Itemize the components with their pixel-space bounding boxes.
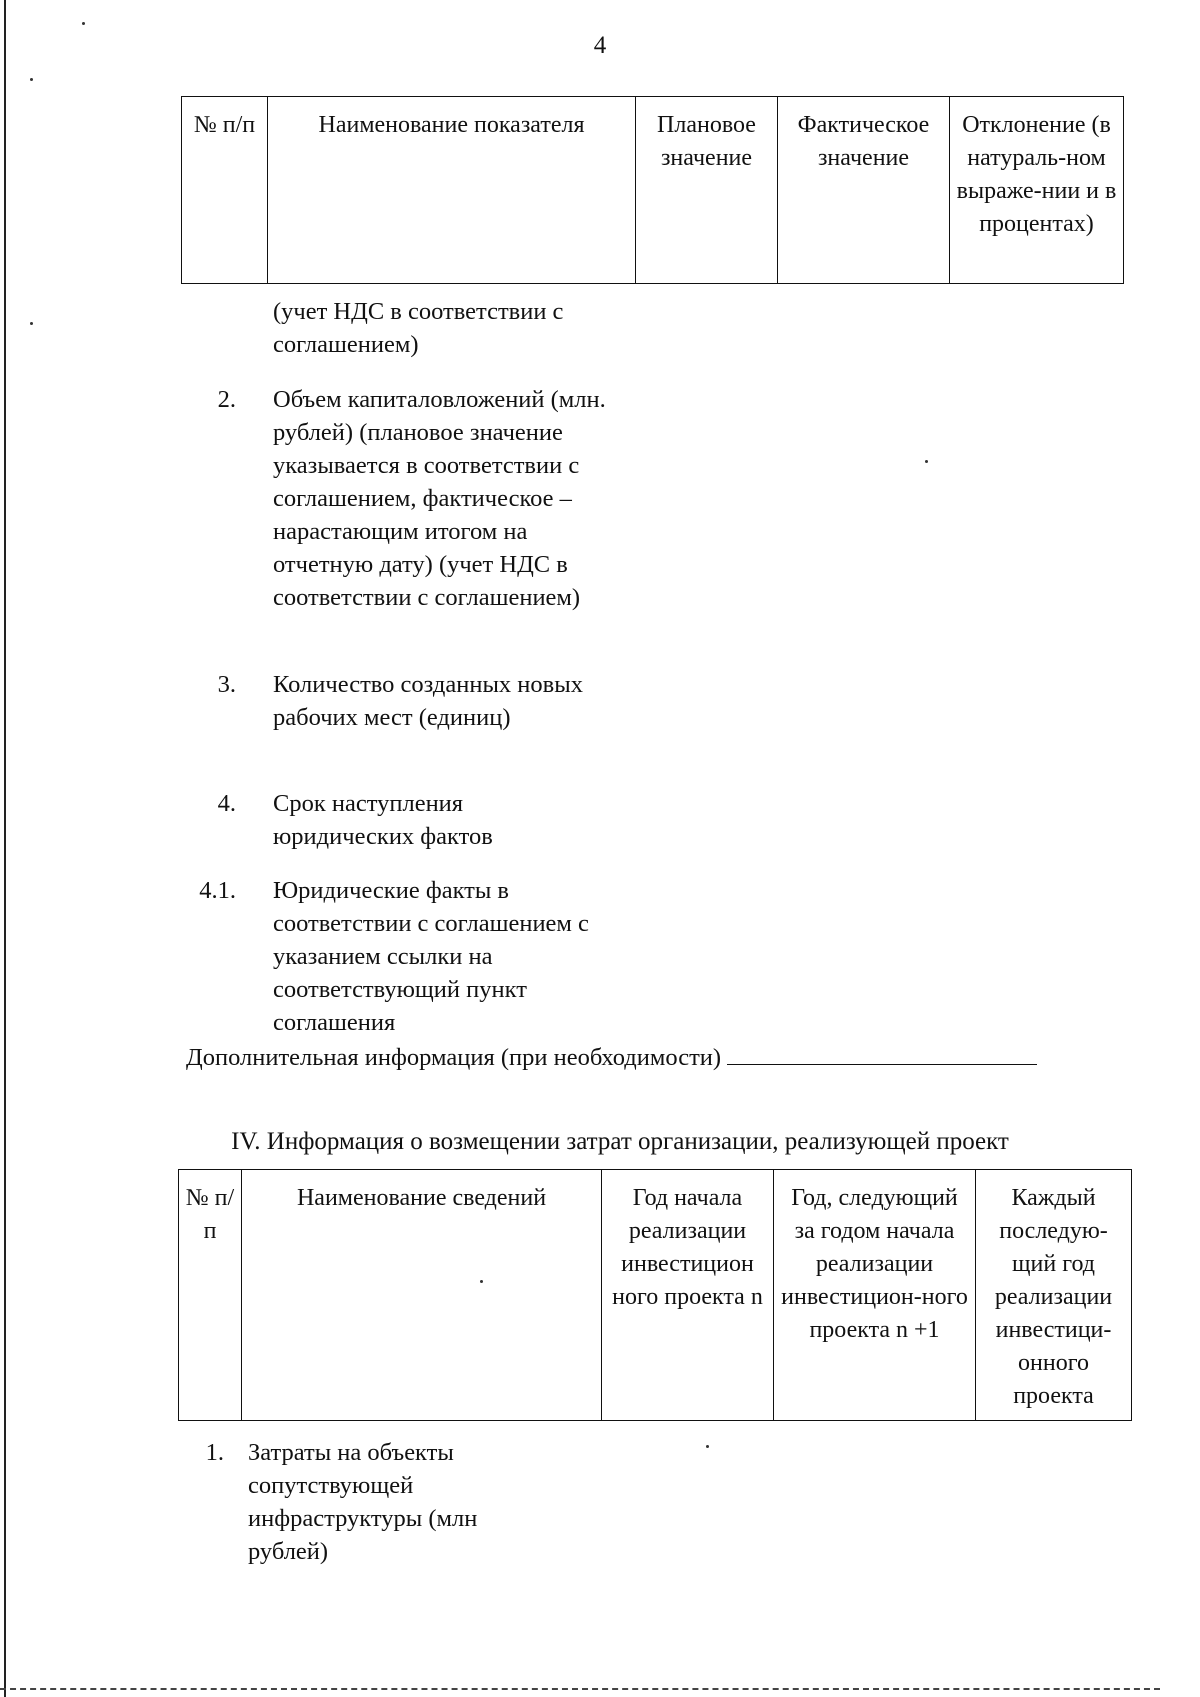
indicators-table-header [181, 96, 1124, 284]
scan-left-edge [4, 0, 6, 1697]
col-deviation: Отклонение (в натураль-ном выраже-нии и в процентах) [950, 97, 1124, 284]
col-number: № п/п [179, 1170, 242, 1421]
scan-speck [82, 22, 85, 25]
table-header-row [182, 97, 1124, 284]
col-info-name: Наименование сведений [242, 1170, 602, 1421]
scan-speck [706, 1445, 709, 1448]
col-actual-value: Фактическое значение [778, 97, 950, 284]
col-start-year: Год начала реализации инвестицион ного проекта n [602, 1170, 774, 1421]
additional-info-label: Дополнительная информация (при необходимости) [186, 1044, 722, 1071]
additional-info-blank [727, 1040, 1037, 1065]
document-page: 4 № п/п Наименование показателя Плановое значение Фактическое значение Отклонение (в натураль-ном выраже-нии и в процентах) (учет НДС в соответствии с соглашением) 2. Объем капиталовложений (млн. рублей) (плановое значение указывается в соответствии с соглашением, фактическое – нарастающим итогом на отчетную дату) (учет НДС в соответствии с соглашением) 3. Количество созданных новых рабочих мест (единиц) 4. Срок наступления юридических фактов 4.1. Юридические факты в соответствии с соглашением с указанием ссылки на соответствующий пункт соглашения Дополнительная информация (при необходимости) IV. Информация о возмещении затрат организации, реализующей проект № п/п Наименование сведений Год начала реализации инвестицион ного проекта n Год, следующий за годом начала реализации инвестицион-ного проекта n +1 Каждый последую-щий год реализации инвестици-онного проекта 1. Затраты на объекты сопутствующей инфраструктуры (млн рублей) [0, 0, 1200, 1697]
additional-info-line [186, 1040, 1037, 1074]
scan-speck [925, 460, 928, 463]
scan-speck [30, 322, 33, 325]
section-title: IV. Информация о возмещении затрат организации, реализующей проект [231, 1128, 1009, 1155]
cost-reimbursement-table-header [178, 1169, 1132, 1421]
col-each-following-year: Каждый последую-щий год реализации инвестици-онного проекта [976, 1170, 1132, 1421]
col-number: № п/п [182, 97, 268, 284]
table-header-row [179, 1170, 1132, 1421]
col-indicator-name: Наименование показателя [268, 97, 636, 284]
col-next-year: Год, следующий за годом начала реализации инвестицион-ного проекта n +1 [774, 1170, 976, 1421]
page-number: 4 [593, 32, 607, 59]
scan-bottom-edge [0, 1688, 1160, 1690]
col-planned-value: Плановое значение [636, 97, 778, 284]
scan-speck [30, 78, 33, 81]
